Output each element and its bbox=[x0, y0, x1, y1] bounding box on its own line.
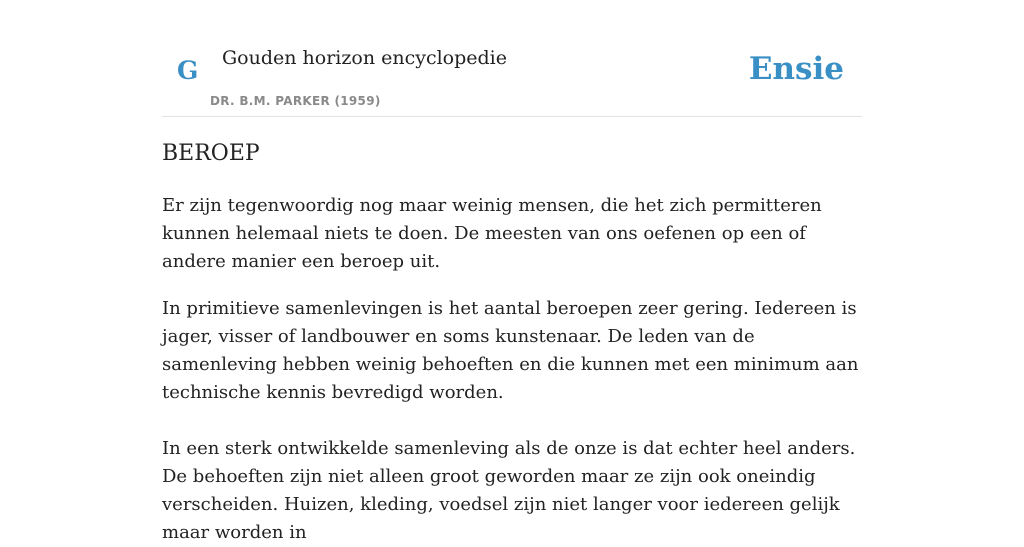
article-paragraph-3: In een sterk ontwikkelde samenleving als de onze is dat echter heel anders. De behoeften zijn niet alleen groot geworden maar ze zijn ook oneindig verscheiden. Huizen, kleding, voedsel zijn niet langer voor iedereen gelijk maar worden in bbox=[162, 438, 856, 543]
article bbox=[162, 138, 862, 547]
article-title: BEROEP bbox=[162, 141, 260, 166]
article-paragraph-1: Er zijn tegenwoordig nog maar weinig mensen, die het zich permitteren kunnen helemaal niets te doen. De meesten van ons oefenen op een of andere manier een beroep uit. bbox=[162, 195, 822, 272]
source-title-link[interactable]: Gouden horizon encyclopedie bbox=[222, 47, 507, 69]
brand-logo-link[interactable]: Ensie bbox=[748, 51, 844, 87]
source-header bbox=[162, 0, 862, 117]
source-author: DR. B.M. PARKER (1959) bbox=[210, 94, 381, 108]
article-paragraph-2: In primitieve samenlevingen is het aantal beroepen zeer gering. Iedereen is jager, visser of landbouwer en soms kunstenaar. De leden van de samenleving hebben weinig behoeften en die kunnen met een minimum aan technische kennis bevredigd worden. bbox=[162, 298, 859, 403]
source-logo[interactable]: G bbox=[177, 56, 199, 85]
